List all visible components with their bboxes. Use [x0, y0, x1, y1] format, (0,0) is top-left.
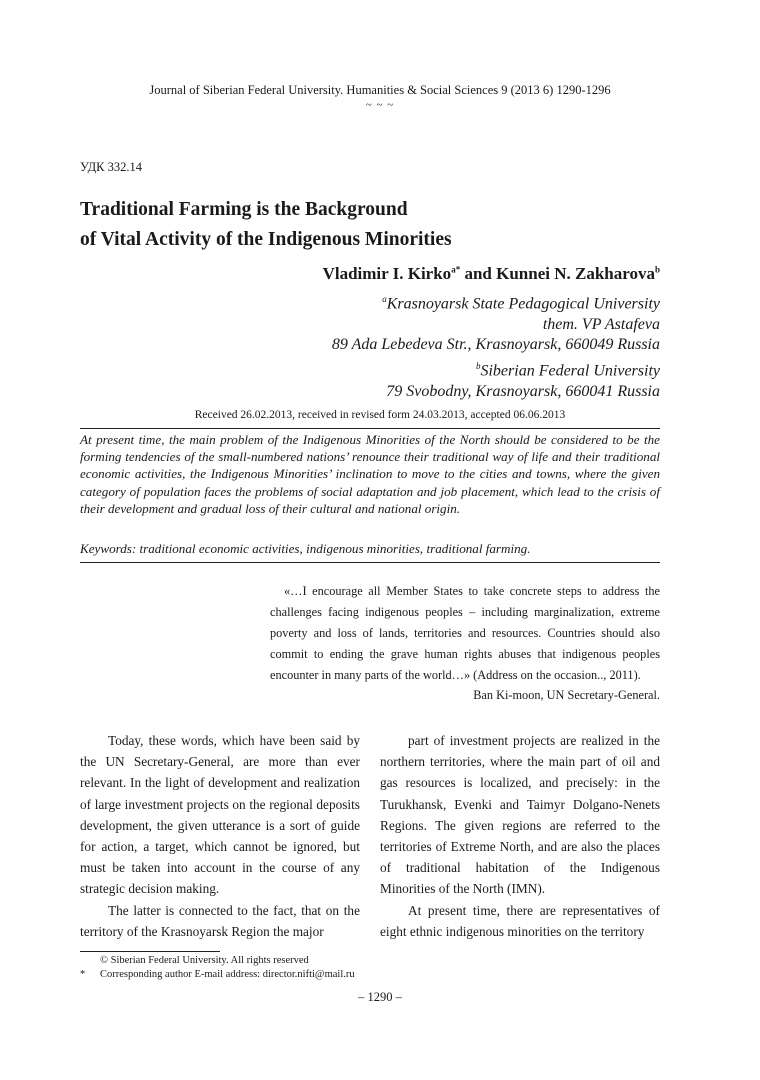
body-paragraph: part of investment projects are realized in the northern territories, where the main part of oil and gas resources is localized, and precisely: in the Turukhansk, Evenki and Taimyr Dolgano-Nenets Regions. The given regions are referred to the territories of Extreme North, and are also the places of traditional habitation of the Indigenous Minorities of the North (IMN). — [380, 733, 660, 897]
page-number: – 1290 – — [358, 990, 402, 1004]
body-column-left — [80, 730, 360, 942]
affiliation-a-marker: a — [382, 294, 387, 304]
authors — [323, 264, 660, 284]
title-line-2: of Vital Activity of the Indigenous Minorities — [80, 229, 452, 250]
author-1-marker: a* — [451, 264, 461, 275]
abstract: At present time, the main problem of the Indigenous Minorities of the North should be considered to be the forming tendencies of the small-numbered nations’ renounce their traditional way of life and their traditional economic activities, the Indigenous Minorities’ inclination to move to the cities and towns, where the given category of population faces the problems of social adaptation and job placement, which lead to the crisis of their development and gradual loss of their cultural and national origin. — [80, 432, 660, 516]
epigraph-author: Ban Ki-moon, UN Secretary-General. — [473, 688, 660, 702]
body-paragraph: At present time, there are representatives of eight ethnic indigenous minorities on the territory — [380, 902, 660, 939]
body-paragraph: Today, these words, which have been said by the UN Secretary-General, are more than ever relevant. In the light of development and realization of large investment projects on the regional deposits development, the given utterance is a sort of guide for action, a target, which cannot be ignored, but must be taken into account in the course of any strategic decision making. — [80, 733, 360, 897]
footnote-corresponding-author: * Corresponding author E-mail address: director.nifti@mail.ru — [80, 969, 355, 980]
footnote-marker: * — [80, 969, 86, 980]
journal-header: Journal of Siberian Federal University. Humanities & Social Sciences 9 (2013 6) 1290-1296 — [149, 83, 611, 97]
footnote-rule — [80, 951, 220, 952]
author-1: Vladimir I. Kirko — [322, 264, 452, 283]
body-paragraph: The latter is connected to the fact, that on the territory of the Krasnoyarsk Region the major — [80, 902, 360, 939]
affiliation-b-marker: b — [475, 360, 481, 371]
affiliation-a-line-1: $^a$Krasnoyarsk State Pedagogical University — [382, 294, 660, 313]
author-2-marker: b — [654, 264, 660, 275]
keywords: Keywords: traditional economic activities, indigenous minorities, traditional farming. — [80, 541, 531, 556]
abstract-top-rule — [80, 428, 660, 429]
article-title — [80, 195, 680, 255]
footnote-copyright: © Siberian Federal University. All rights reserved — [100, 955, 309, 966]
affiliation-b-line-2: 79 Svobodny, Krasnoyarsk, 660041 Russia — [386, 382, 660, 400]
author-joiner: and — [460, 264, 497, 283]
body-column-right — [380, 730, 660, 942]
received-dates: Received 26.02.2013, received in revised form 24.03.2013, accepted 06.06.2013 — [194, 409, 566, 421]
epigraph-quote: «…I encourage all Member States to take concrete steps to address the challenges facing indigenous peoples – including marginalization, extreme poverty and loss of lands, territories and resources. Countries should also commit to ending the grave human rights abuses that indigenous peoples encounter in many parts of the world…» (Address on the occasion.., 2011). — [270, 584, 660, 682]
header-ornament: ~ ~ ~ — [365, 99, 395, 111]
affiliation-a-line-3: 89 Ada Lebedeva Str., Krasnoyarsk, 660049 Russia — [331, 336, 660, 354]
udc-code: УДК 332.14 — [80, 160, 142, 174]
affiliation-a-line-2: them. VP Astafeva — [542, 315, 660, 333]
affiliations — [332, 289, 660, 402]
abstract-bottom-rule — [80, 562, 660, 563]
author-2: Kunnei N. Zakharova — [496, 264, 655, 283]
title-line-1: Traditional Farming is the Background — [80, 199, 408, 220]
affiliation-b-line-1: $^b$Siberian Federal University — [475, 360, 660, 380]
